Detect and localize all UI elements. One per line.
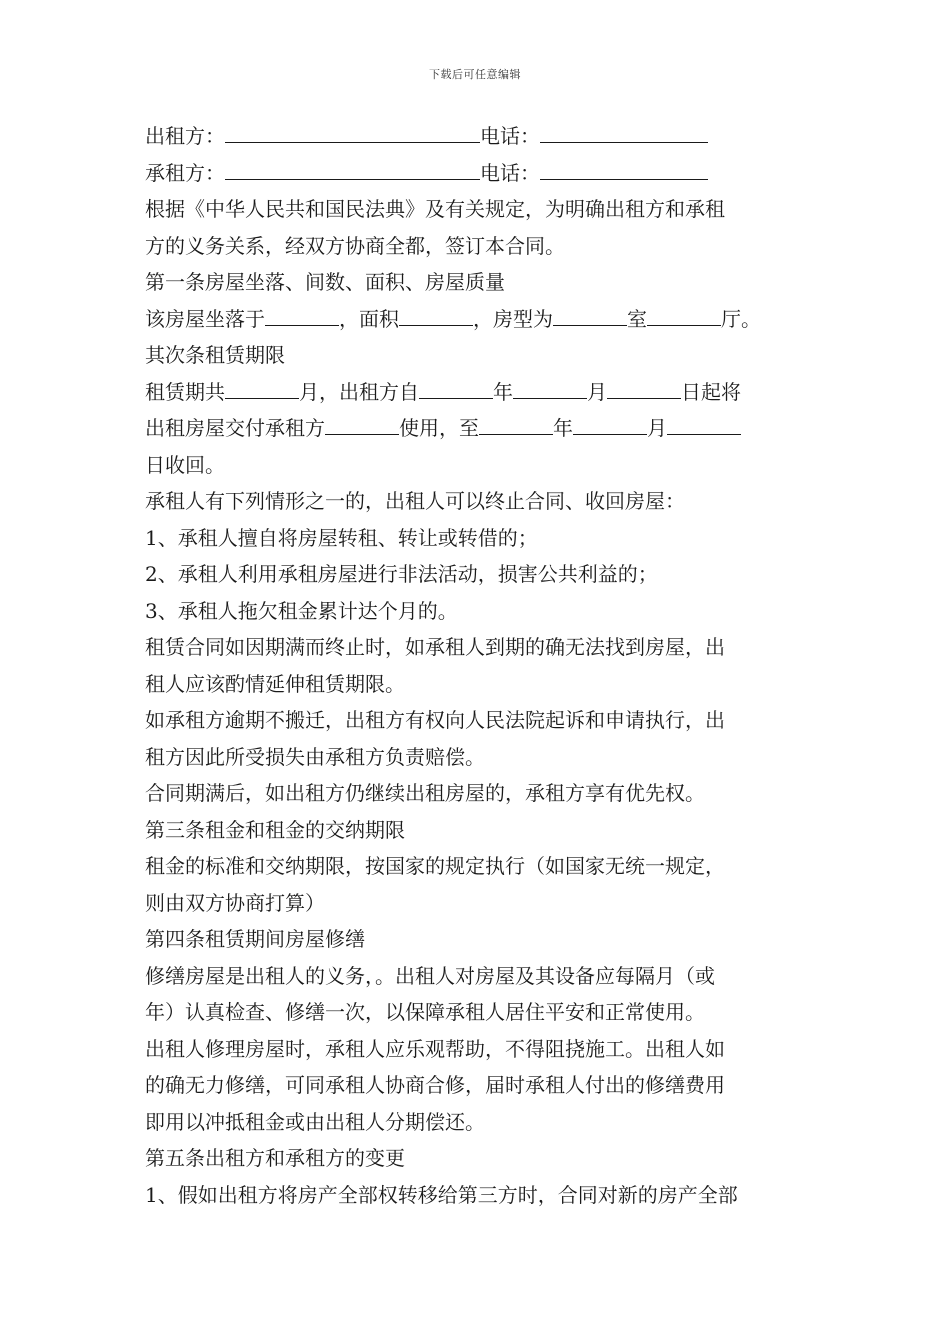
lessee-phone-blank [540,159,708,180]
halls-blank [647,305,721,326]
article-3-line-1: 租金的标准和交纳期限，按国家的规定执行（如国家无统一规定， [145,854,725,878]
rooms-label: 室 [627,306,647,331]
article-5-title: 第五条出租方和承租方的变更 [145,1146,405,1170]
article-1-location-line [145,301,810,338]
article-2-line-3: 日收回。 [145,452,225,477]
article-2-line-1 [145,374,810,411]
article-3-title: 第三条租金和租金的交纳期限 [145,817,405,842]
end-day-blank [667,414,741,435]
end-month-label: 月 [647,416,667,440]
lessor-label: 出租方： [145,124,225,148]
page-header: 下载后可任意编辑 [429,68,521,81]
handover-blank [325,414,399,435]
intro-line-2: 方的义务关系，经双方协商全都，签订本合同。 [145,233,565,258]
overdue-line-2: 租方因此所受损失由承租方负责赔偿。 [145,744,485,769]
location-label: 该房屋坐落于 [145,306,265,331]
lessee-label: 承租方： [145,160,225,185]
overdue-line-1: 如承租方逾期不搬迁，出租方有权向人民法院起诉和申请执行，出 [145,708,725,732]
start-label: 月，出租方自 [299,379,419,404]
termination-item-3: 3、承租人拖欠租金累计达个月的。 [145,598,458,623]
lessor-blank [225,122,480,143]
article-3-line-2: 则由双方协商打算） [145,890,325,915]
lessee-line [145,155,810,192]
contract-body [145,118,810,1213]
start-month-label: 月 [587,379,607,404]
lessee-phone-label: 电话： [480,160,540,185]
article-4-line-2: 年）认真检查、修缮一次，以保障承租人居住平安和正常使用。 [145,1000,705,1024]
end-year-label: 年 [553,416,573,440]
lessor-phone-label: 电话： [480,124,540,148]
rooms-blank [553,305,627,326]
article-5-line-1: 1、假如出租方将房产全部权转移给第三方时，合同对新的房产全部 [145,1182,738,1207]
start-year-label: 年 [493,379,513,404]
article-4-title: 第四条租赁期间房屋修缮 [145,927,365,951]
article-4-line-5: 即用以冲抵租金或由出租人分期偿还。 [145,1109,485,1134]
priority-line: 合同期满后，如出租方仍继续出租房屋的，承租方享有优先权。 [145,781,705,805]
lessor-phone-blank [540,122,708,143]
article-4-line-3: 出租人修理房屋时，承租人应乐观帮助，不得阻挠施工。出租人如 [145,1036,725,1061]
extension-line-1: 租赁合同如因期满而终止时，如承租人到期的确无法找到房屋，出 [145,635,725,659]
area-blank [399,305,473,326]
start-day-label: 日起将 [681,379,741,404]
article-2-title: 其次条租赁期限 [145,343,285,367]
article-1-title: 第一条房屋坐落、间数、面积、房屋质量 [145,270,505,294]
termination-item-2: 2、承租人利用承租房屋进行非法活动，损害公共利益的； [145,562,658,586]
article-2-line-2 [145,410,810,447]
layout-label: ，房型为 [473,306,553,331]
lessee-blank [225,159,480,180]
article-4-line-1: 修缮房屋是出租人的义务，。出租人对房屋及其设备应每隔月（或 [145,963,715,988]
intro-line-1: 根据《中华人民共和国民法典》及有关规定，为明确出租方和承租 [145,197,725,221]
location-blank [265,305,339,326]
lessor-line [145,118,810,155]
term-label: 租赁期共 [145,379,225,404]
end-year-blank [479,414,553,435]
start-year-blank [419,378,493,399]
handover-label: 出租房屋交付承租方 [145,416,325,440]
extension-line-2: 租人应该酌情延伸租赁期限。 [145,671,405,696]
termination-item-1: 1、承租人擅自将房屋转租、转让或转借的； [145,525,538,550]
area-label: ，面积 [339,306,399,331]
halls-label: 厅。 [721,306,761,331]
article-4-line-4: 的确无力修缮，可同承租人协商合修，届时承租人付出的修缮费用 [145,1073,725,1097]
until-label: 使用，至 [399,416,479,440]
start-month-blank [513,378,587,399]
end-month-blank [573,414,647,435]
start-day-blank [607,378,681,399]
term-months-blank [225,378,299,399]
termination-intro: 承租人有下列情形之一的，出租人可以终止合同、收回房屋： [145,489,685,513]
